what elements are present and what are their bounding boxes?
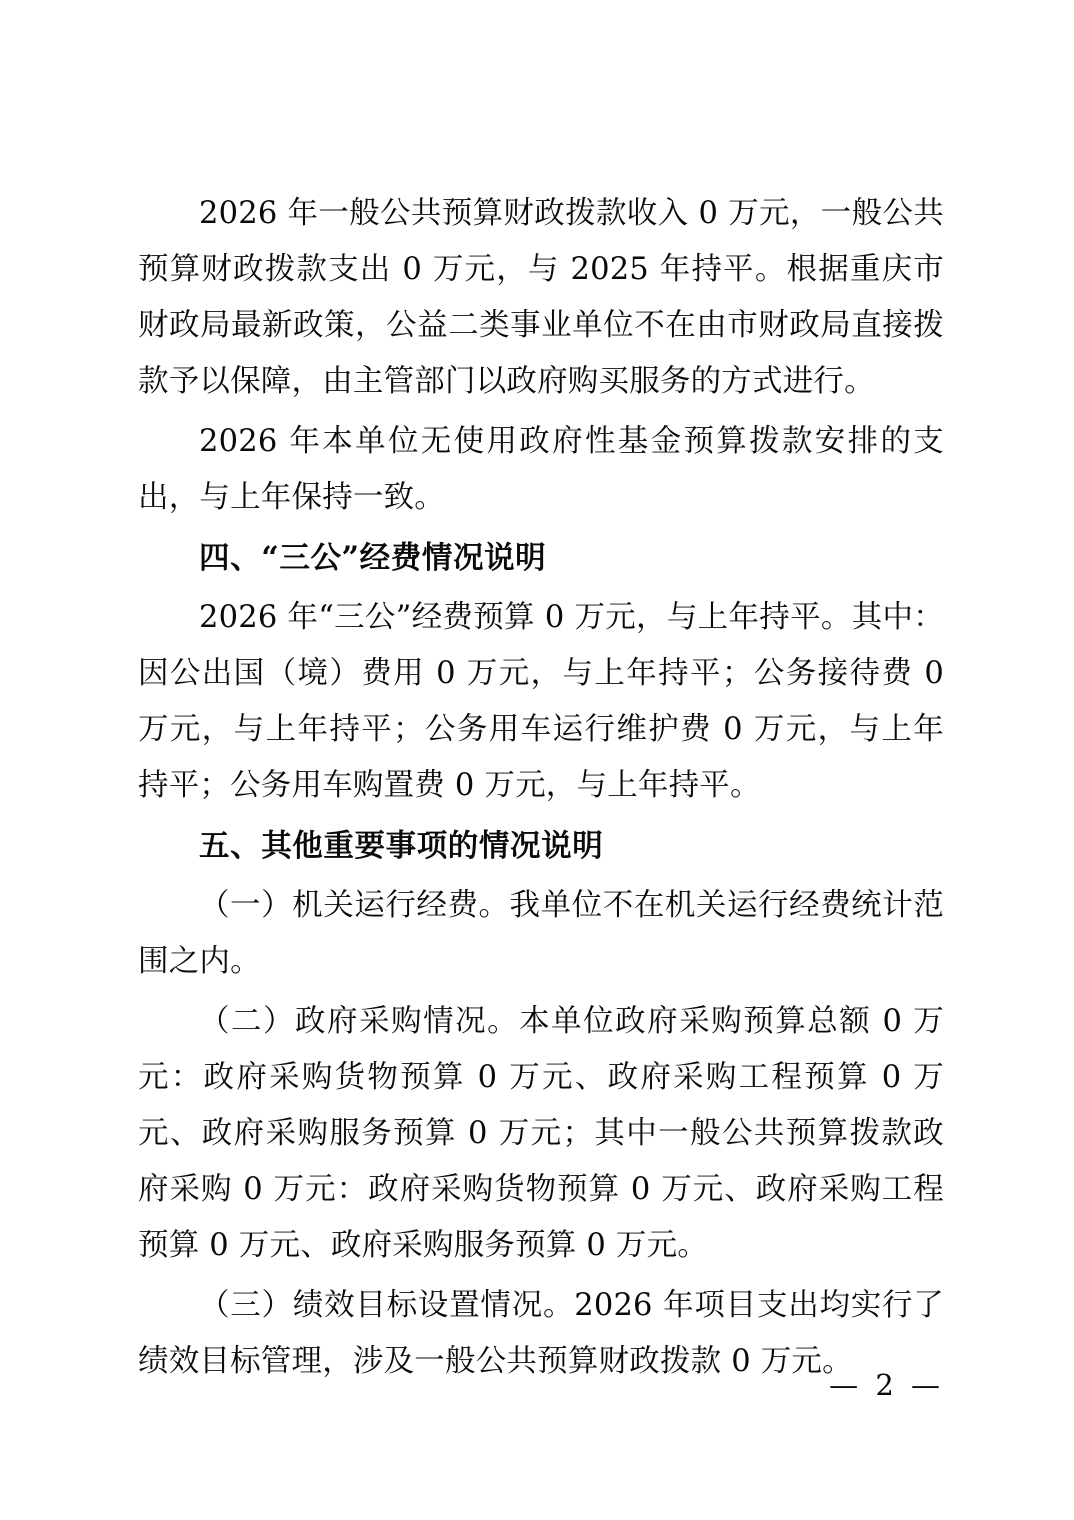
document-body [138,186,944,1394]
paragraph-item-three: （三）绩效目标设置情况。2026 年项目支出均实行了绩效目标管理，涉及一般公共预算财政拨款 0 万元。 [138,1288,944,1379]
paragraph-government-fund: 2026 年本单位无使用政府性基金预算拨款安排的支出，与上年保持一致。 [138,424,944,515]
section-heading-five: 五、其他重要事项的情况说明 [199,828,604,864]
paragraph-budget-income: 2026 年一般公共预算财政拨款收入 0 万元，一般公共预算财政拨款支出 0 万元，与 2025 年持平。根据重庆市财政局最新政策，公益二类事业单位不在由市财政局直接拨款予以保障，由主管部门以政府购买服务的方式进行。 [138,196,944,399]
paragraph-item-two: （二）政府采购情况。本单位政府采购预算总额 0 万元：政府采购货物预算 0 万元、政府采购工程预算 0 万元、政府采购服务预算 0 万元；其中一般公共预算拨款政府采购 0 万元：政府采购货物预算 0 万元、政府采购工程预算 0 万元、政府采购服务预算 0 万元。 [138,1004,944,1263]
page-number: — 2 — [829,1368,944,1402]
section-heading-four: 四、“三公”经费情况说明 [199,540,547,576]
paragraph-three-public-expenses: 2026 年“三公”经费预算 0 万元，与上年持平。其中：因公出国（境）费用 0 万元，与上年持平；公务接待费 0 万元，与上年持平；公务用车运行维护费 0 万元，与上年持平；公务用车购置费 0 万元，与上年持平。 [138,600,944,803]
paragraph-item-one: （一）机关运行经费。我单位不在机关运行经费统计范围之内。 [138,888,944,979]
